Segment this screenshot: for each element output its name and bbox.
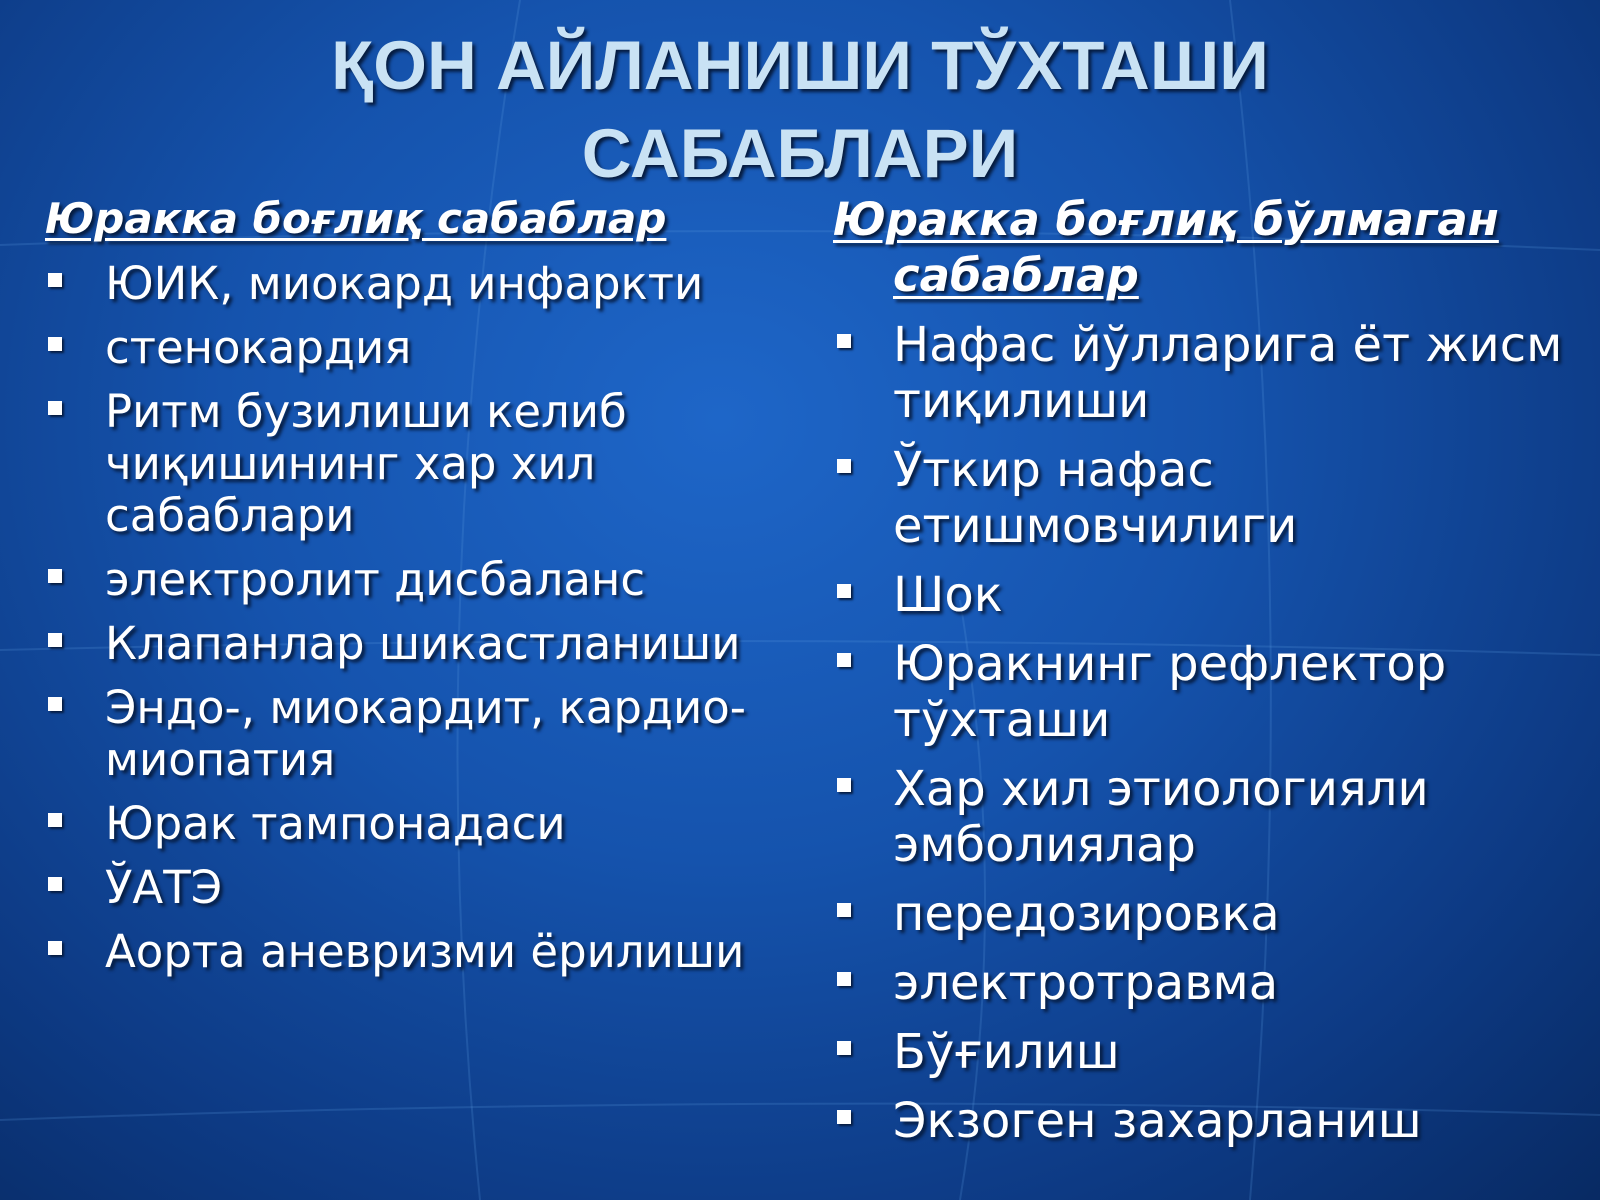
square-bullet-icon	[48, 697, 62, 711]
square-bullet-icon	[48, 633, 62, 647]
list-item-text: ЎАТЭ	[105, 861, 223, 914]
slide-title	[0, 22, 1600, 198]
list-item-text: Клапанлар шикастланиши	[105, 617, 741, 670]
list-item-text: Шок	[893, 567, 1003, 623]
square-bullet-icon	[837, 1110, 851, 1124]
list-item-text: Юракнинг рефлектор тўхташи	[893, 636, 1447, 748]
list-item	[833, 442, 1573, 554]
square-bullet-icon	[48, 273, 62, 287]
cardiac-causes-list	[45, 258, 790, 978]
square-bullet-icon	[837, 778, 851, 792]
square-bullet-icon	[48, 813, 62, 827]
non-cardiac-causes-list	[833, 317, 1573, 1149]
list-item	[45, 322, 790, 374]
square-bullet-icon	[48, 569, 62, 583]
list-item	[833, 955, 1573, 1011]
list-item-text: электролит дисбаланс	[105, 553, 646, 606]
list-item-text: электротравма	[893, 955, 1279, 1011]
list-item-text: Хар хил этиологияли эмболиялар	[893, 761, 1429, 873]
square-bullet-icon	[837, 334, 851, 348]
list-item	[45, 682, 790, 786]
square-bullet-icon	[837, 653, 851, 667]
cardiac-causes-column	[45, 192, 790, 978]
list-item-text: передозировка	[893, 886, 1280, 942]
list-item	[833, 567, 1573, 623]
list-item	[833, 636, 1573, 748]
list-item	[833, 1093, 1573, 1149]
list-item	[45, 554, 790, 606]
list-item	[45, 862, 790, 914]
list-item-text: стенокардия	[105, 321, 412, 374]
non-cardiac-causes-column	[833, 192, 1573, 1149]
slide-title-line2: САБАБЛАРИ	[581, 115, 1019, 192]
slide-title-line1: ҚОН АЙЛАНИШИ ТЎХТАШИ	[331, 27, 1269, 104]
list-item-text: Аорта аневризми ёрилиши	[105, 925, 745, 978]
list-item	[45, 386, 790, 542]
list-item-text: Эндо-, миокардит, кардио-миопатия	[105, 681, 747, 786]
list-item-text: ЮИК, миокард инфаркти	[105, 257, 704, 310]
list-item-text: Нафас йўлларига ёт жисм тиқилиши	[893, 317, 1563, 429]
square-bullet-icon	[837, 459, 851, 473]
list-item	[45, 258, 790, 310]
list-item	[833, 761, 1573, 873]
list-item	[833, 1024, 1573, 1080]
square-bullet-icon	[48, 877, 62, 891]
square-bullet-icon	[837, 584, 851, 598]
square-bullet-icon	[48, 941, 62, 955]
list-item-text: Ўткир нафас етишмовчилиги	[893, 442, 1298, 554]
square-bullet-icon	[837, 972, 851, 986]
list-item-text: Экзоген захарланиш	[893, 1093, 1422, 1149]
cardiac-causes-heading: Юракка боғлиқ сабаблар	[45, 194, 667, 243]
list-item	[45, 618, 790, 670]
square-bullet-icon	[837, 903, 851, 917]
list-item	[45, 926, 790, 978]
list-item	[833, 886, 1573, 942]
list-item	[833, 317, 1573, 429]
list-item-text: Юрак тампонадаси	[105, 797, 566, 850]
square-bullet-icon	[48, 337, 62, 351]
list-item-text: Ритм бузилиши келиб чиқишининг хар хил сабаблари	[105, 385, 627, 542]
square-bullet-icon	[48, 401, 62, 415]
square-bullet-icon	[837, 1041, 851, 1055]
list-item	[45, 798, 790, 850]
list-item-text: Бўғилиш	[893, 1024, 1120, 1080]
non-cardiac-causes-heading: Юракка боғлиқ бўлмаган сабаблар	[833, 193, 1499, 302]
